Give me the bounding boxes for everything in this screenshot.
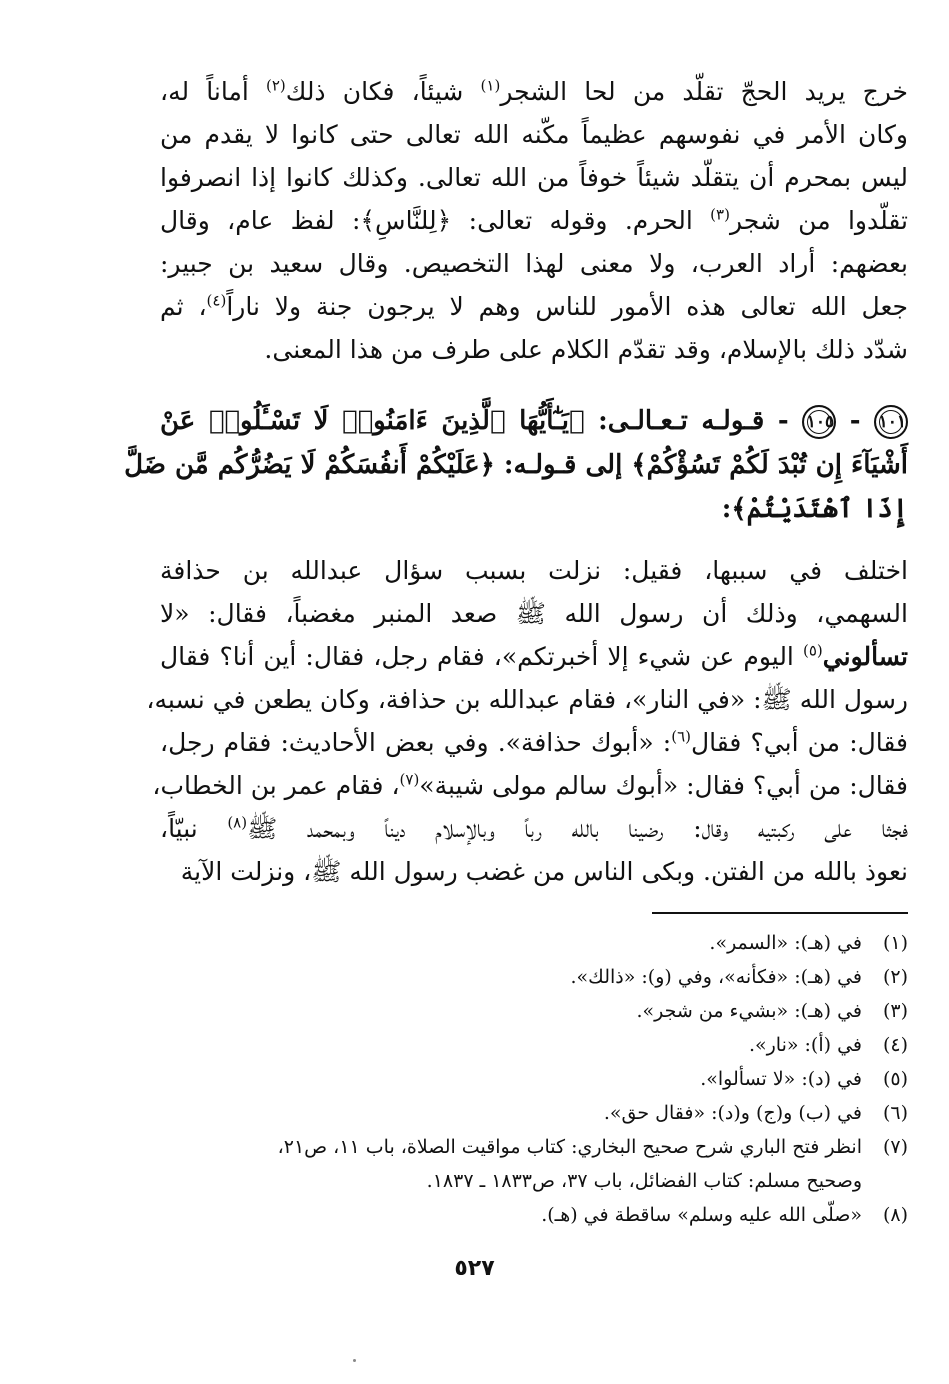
page-number: ٥٢٧ <box>454 1256 495 1281</box>
footnote-number: (٦) <box>882 1102 908 1124</box>
footnote-text: في (هـ): «فكأنه»، وفي (و): «ذالك». <box>570 966 862 988</box>
footnotes <box>160 926 908 1232</box>
footnote-ref[interactable]: (٧) <box>399 770 420 789</box>
text-line: السهمي، وذلك أن رسول الله ﷺ صعد المنبر مغضباً، فقال: «لا <box>160 599 908 628</box>
text-segment: خرج يريد الحجّ تقلّد من لحا الشجر <box>500 77 908 106</box>
verse-number-badge: ١٠٥ <box>802 405 836 439</box>
footnote-line: وصحيح مسلم: كتاب الفضائل، باب ٣٧، ص١٨٣٣ ـ ١٨٣٧. <box>426 1170 862 1192</box>
footnote-item <box>160 1028 908 1062</box>
footnote-item <box>160 1062 908 1096</box>
verse-line: ١٠١ - ١٠٥ - قـولـه تـعـالـى: ﴿يَـٰٓأَيُّهَا ٱلَّذِينَ ءَامَنُوا۟ لَا تَسْـَٔلُوا۟ عَنْ <box>160 399 908 443</box>
verse-heading <box>124 399 908 531</box>
text-segment: فجثا على ركبتيه وقال: رضينا بالله رباً وبالإسلام ديناً وبمحمد ﷺ <box>247 814 908 843</box>
footnote-ref[interactable]: (٤) <box>206 291 227 310</box>
text-line <box>152 764 908 807</box>
footnote-number: (٥) <box>882 1068 908 1090</box>
text-segment: : «أبوك حذافة». وفي بعض الأحاديث: فقام رجل، <box>160 728 672 757</box>
footnote-number: (٤) <box>882 1034 908 1056</box>
footnote-ref[interactable]: (٦) <box>671 727 691 746</box>
footnote-ref[interactable]: (٣) <box>710 205 730 224</box>
text-segment: شيئاً، فكان ذلك <box>285 77 464 106</box>
text-segment: أماناً له، <box>160 77 249 106</box>
text-segment: نبيّاً، <box>160 814 198 843</box>
footnote-item <box>160 926 908 960</box>
text-line <box>160 721 908 764</box>
verse-line: إِذَا ٱهْتَدَيْتُمْ﴾: <box>721 494 908 524</box>
scan-speck <box>353 1359 356 1362</box>
footnote-ref[interactable]: (١) <box>480 76 501 95</box>
footnote-text: في (أ): «نار». <box>748 1034 862 1056</box>
text-segment: تسألوني <box>822 642 908 671</box>
footnote-text: «صلّى الله عليه وسلم» ساقطة في (هـ). <box>541 1204 862 1226</box>
footnote-text <box>160 1130 862 1198</box>
footnote-text: في (هـ): «السمر». <box>709 932 862 954</box>
text-line: شدّد ذلك بالإسلام، وقد تقدّم الكلام على طرف من هذا المعنى. <box>264 335 908 364</box>
footnote-item <box>160 994 908 1028</box>
footnote-number: (٧) <box>882 1136 908 1158</box>
text-segment: ، ثم <box>160 292 207 321</box>
text-line: رسول الله ﷺ: «في النار»، فقام عبدالله بن حذافة، وكان يطعن في نسبه، <box>146 685 908 714</box>
footnote-text: في (ب) و(ج) و(د): «فقال حق». <box>603 1102 862 1124</box>
footnote-number: (٢) <box>882 966 908 988</box>
text-line <box>160 285 908 328</box>
text-segment: فقال: من أبي؟ فقال: «أبوك سالم مولى شيبة» <box>419 771 908 800</box>
footnote-line: انظر فتح الباري شرح صحيح البخاري: كتاب مواقيت الصلاة، باب ١١، ص٢١، <box>277 1136 862 1158</box>
footnote-number: (٨) <box>882 1204 908 1226</box>
footnote-ref[interactable]: (٢) <box>265 76 286 95</box>
verse-line: أَشْيَآءَ إِن تُبْدَ لَكُمْ تَسُؤْكُمْ﴾ إلى قـولـه: ﴿عَلَيْكُمْ أَنفُسَكُمْ لَا يَضُرُّكُم مَّن ضَلَّ <box>124 450 908 480</box>
footnote-item <box>160 1096 908 1130</box>
verse-number-badge: ١٠١ <box>874 405 908 439</box>
text-line <box>160 199 908 242</box>
footnote-item <box>160 1198 908 1232</box>
footnote-number: (١) <box>882 932 908 954</box>
paragraph-2 <box>146 549 908 893</box>
footnote-item <box>160 1130 908 1198</box>
footnote-ref[interactable]: (٨) <box>227 813 248 832</box>
page-body <box>124 70 908 893</box>
footnote-ref[interactable]: (٥) <box>803 641 823 660</box>
footnote-text: في (هـ): «بشيء من شجر». <box>636 1000 862 1022</box>
footnote-number: (٣) <box>882 1000 908 1022</box>
text-line <box>160 70 908 113</box>
text-segment: تقلّدوا من شجر <box>729 206 908 235</box>
text-segment: الحرم. وقوله تعالى: ﴿لِلنَّاسِ﴾: لفظ عام، وقال <box>160 206 693 235</box>
text-line: ليس بمحرم أن يتقلّد شيئاً خوفاً من الله تعالى. وكذلك كانوا إذا انصرفوا <box>160 163 908 192</box>
text-line <box>160 635 908 678</box>
text-segment: فقال: من أبي؟ فقال <box>691 728 908 757</box>
footnote-item <box>160 960 908 994</box>
text-segment: جعل الله تعالى هذه الأمور للناس وهم لا يرجون جنة ولا ناراً <box>226 292 908 321</box>
footnote-text: في (د): «لا تسألوا». <box>700 1068 862 1090</box>
paragraph-1 <box>160 70 908 371</box>
text-line: نعوذ بالله من الفتن. وبكى الناس من غضب رسول الله ﷺ، ونزلت الآية <box>180 857 908 886</box>
text-segment: اليوم عن شيء إلا أخبرتكم»، فقام رجل، فقال: أين أنا؟ فقال <box>160 642 794 671</box>
text-line: اختلف في سببها، فقيل: نزلت بسبب سؤال عبدالله بن حذافة <box>160 556 908 585</box>
verse-text: - قـولـه تـعـالـى: ﴿يَـٰٓأَيُّهَا ٱلَّذِينَ ءَامَنُوا۟ لَا تَسْـَٔلُوا۟ عَنْ <box>160 406 789 436</box>
footnote-separator <box>652 912 908 914</box>
text-line: وكان الأمر في نفوسهم عظيماً مكّنه الله تعالى حتى كانوا لا يقدم من <box>160 120 908 149</box>
text-segment: ، فقام عمر بن الخطاب، <box>152 771 400 800</box>
text-line <box>160 807 908 850</box>
text-line: بعضهم: أراد العرب، ولا معنى لهذا التخصيص. وقال سعيد بن جبير: <box>160 249 908 278</box>
